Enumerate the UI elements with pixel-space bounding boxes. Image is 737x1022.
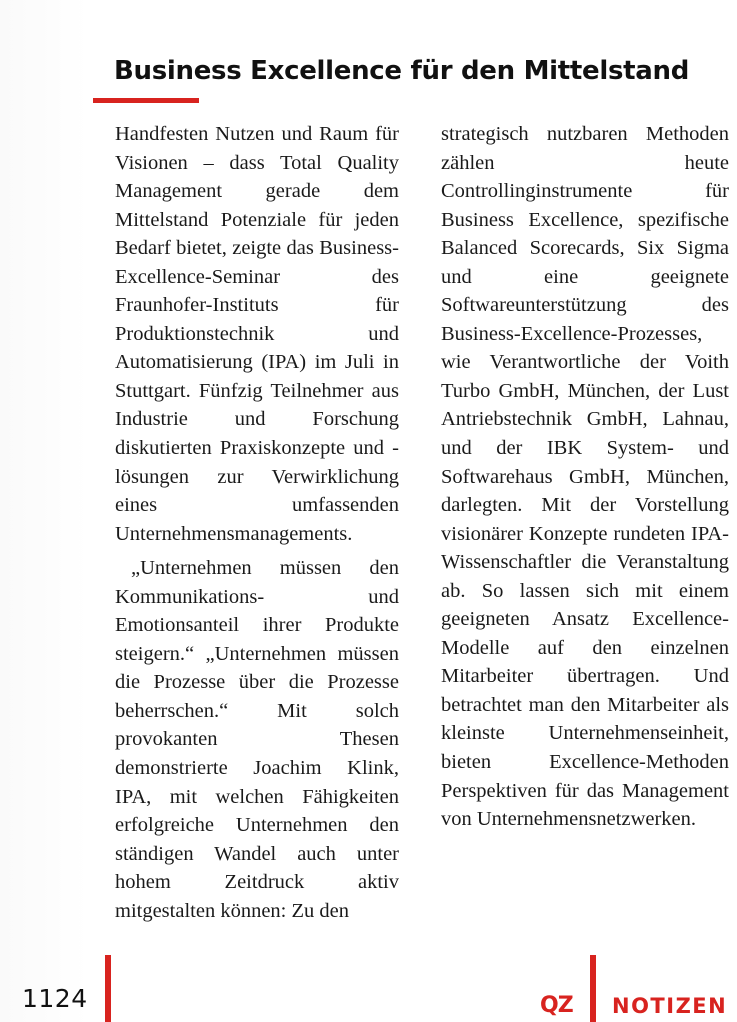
left-paragraph-2: „Unternehmen müssen den Kommunikations- und Emotionsanteil ihrer Produkte steigern.“ „Unternehmen müssen die Prozesse über die Prozesse beherrschen.“ Mit solch provokanten Thesen demonstrierte Joachim Klink, IPA, mit welchen Fähigkeiten erfolgreiche Unternehmen den ständigen Wandel auch unter hohem Zeitdruck aktiv mitgestalten können: Zu den	[115, 557, 399, 922]
right-column	[441, 120, 729, 834]
article-title: Business Excellence für den Mittelstand	[114, 56, 690, 86]
page-number: 1124	[22, 984, 88, 1013]
title-accent-rule	[93, 98, 199, 103]
section-label: NOTIZEN	[612, 994, 728, 1018]
left-paragraph-1: Handfesten Nutzen und Raum für Visionen – dass Total Quality Management gerade dem Mittelstand Potenziale für jeden Bedarf bietet, zeigte das Business-Excellence-Seminar des Fraunhofer-Instituts für Produktionstechnik und Automatisierung (IPA) im Juli in Stuttgart. Fünfzig Teilnehmer aus Industrie und Forschung diskutierten Praxiskonzepte und -lösungen zur Verwirklichung eines umfassenden Unternehmensmanagements.	[115, 123, 399, 545]
right-paragraph-1: strategisch nutzbaren Methoden zählen heute Controllinginstrumente für Business Excellence, spezifische Balanced Scorecards, Six Sigma und eine geeignete Softwareunterstützung des Business-Excellence-Prozesses, wie Verantwortliche der Voith Turbo GmbH, München, der Lust Antriebstechnik GmbH, Lahnau, und der IBK System- und Softwarehaus GmbH, München, darlegten. Mit der Vorstellung visionärer Konzepte rundeten IPA-Wissenschaftler die Veranstaltung ab. So lassen sich mit einem geeigneten Ansatz Excellence-Modelle auf den einzelnen Mitarbeiter übertragen. Und betrachtet man den Mitarbeiter als kleinste Unternehmenseinheit, bieten Excellence-Methoden Perspektiven für das Management von Unternehmensnetzwerken.	[441, 123, 729, 831]
footer-divider-right	[590, 955, 596, 1022]
footer-divider-left	[105, 955, 111, 1022]
magazine-logo: QZ	[540, 993, 573, 1018]
left-column	[115, 120, 399, 925]
